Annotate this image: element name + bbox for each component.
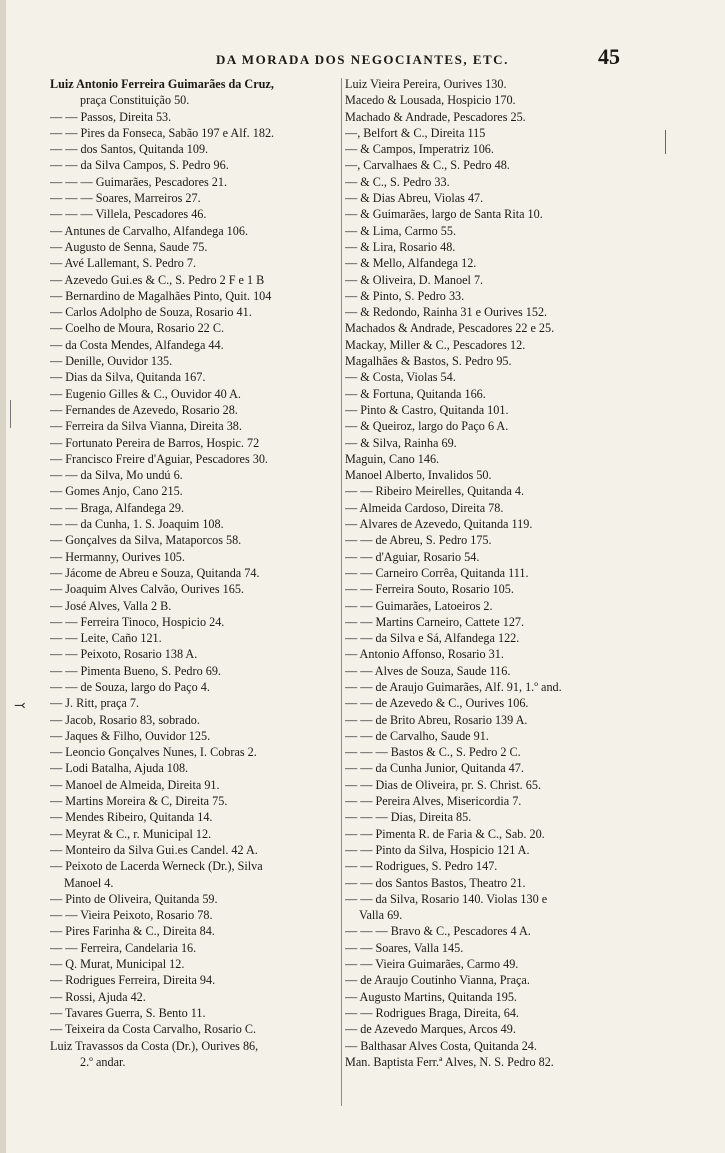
directory-entry: Mackay, Miller & C., Pescadores 12. <box>345 337 526 352</box>
directory-entry: — de Azevedo Marques, Arcos 49. <box>345 1022 516 1037</box>
directory-entry: — — de Abreu, S. Pedro 175. <box>345 533 492 548</box>
directory-entry: — — de Araujo Guimarães, Alf. 91, 1.º and. <box>345 679 562 694</box>
directory-entry: — — Pimenta Bueno, S. Pedro 69. <box>50 663 221 678</box>
directory-entry: — — — Bastos & C., S. Pedro 2 C. <box>345 745 521 760</box>
directory-entry: — — Vieira Guimarães, Carmo 49. <box>345 957 519 972</box>
directory-entry: — — d'Aguiar, Rosario 54. <box>345 549 480 564</box>
margin-arrow-mark: ⤙ <box>14 698 26 714</box>
directory-entry: — — dos Santos Bastos, Theatro 21. <box>345 875 526 890</box>
directory-entry: — Eugenio Gilles & C., Ouvidor 40 A. <box>50 386 241 401</box>
directory-entry: — Rodrigues Ferreira, Direita 94. <box>50 973 216 988</box>
right-column <box>345 76 635 1070</box>
directory-entry: — Tavares Guerra, S. Bento 11. <box>50 1005 206 1020</box>
directory-entry: — — — Villela, Pescadores 46. <box>50 207 207 222</box>
directory-entry: — Pinto de Oliveira, Quitanda 59. <box>50 891 218 906</box>
directory-entry: — Augusto de Senna, Saude 75. <box>50 239 208 254</box>
directory-entry: —, Carvalhaes & C., S. Pedro 48. <box>345 158 510 173</box>
directory-entry: — Fernandes de Azevedo, Rosario 28. <box>50 402 238 417</box>
directory-entry: — Coelho de Moura, Rosario 22 C. <box>50 321 224 336</box>
directory-entry: — — da Silva, Rosario 140. Violas 130 e <box>345 891 548 906</box>
directory-entry: Luiz Antonio Ferreira Guimarães da Cruz, <box>50 77 274 91</box>
directory-entry: — — Pinto da Silva, Hospicio 121 A. <box>345 842 530 857</box>
directory-entry: — — de Brito Abreu, Rosario 139 A. <box>345 712 528 727</box>
directory-entry: Macedo & Lousada, Hospicio 170. <box>345 93 516 108</box>
directory-entry: — — Soares, Valla 145. <box>345 940 464 955</box>
directory-entry: — Gonçalves da Silva, Mataporcos 58. <box>50 533 242 548</box>
directory-entry: Manoel 4. <box>64 875 114 890</box>
directory-entry: — — Passos, Direita 53. <box>50 109 172 124</box>
directory-entry: — — Ribeiro Meirelles, Quitanda 4. <box>345 484 525 499</box>
directory-entry: — Almeida Cardoso, Direita 78. <box>345 500 504 515</box>
running-title: DA MORADA DOS NEGOCIANTES, ETC. <box>216 52 509 67</box>
directory-entry: — — da Silva e Sá, Alfandega 122. <box>345 631 520 646</box>
directory-entry: — & Lima, Carmo 55. <box>345 223 457 238</box>
directory-entry: — — da Cunha Junior, Quitanda 47. <box>345 761 524 776</box>
directory-entry: — — Vieira Peixoto, Rosario 78. <box>50 908 213 923</box>
directory-entry: — — Martins Carneiro, Cattete 127. <box>345 614 525 629</box>
page-number: 45 <box>598 44 620 69</box>
directory-entry: — — Alves de Souza, Saude 116. <box>345 663 511 678</box>
directory-entry: Luiz Travassos da Costa (Dr.), Ourives 86, <box>50 1038 259 1053</box>
directory-entry: Magalhães & Bastos, S. Pedro 95. <box>345 354 512 369</box>
directory-entry: — — — Bravo & C., Pescadores 4 A. <box>345 924 531 939</box>
directory-entry: — — de Azevedo & C., Ourives 106. <box>345 696 529 711</box>
directory-entry: — Teixeira da Costa Carvalho, Rosario C. <box>50 1022 257 1037</box>
directory-entry: — Alvares de Azevedo, Quitanda 119. <box>345 517 533 532</box>
directory-entry: — — dos Santos, Quitanda 109. <box>50 142 209 157</box>
directory-entry: — — — Guimarães, Pescadores 21. <box>50 174 228 189</box>
directory-entry: — de Araujo Coutinho Vianna, Praça. <box>345 973 530 988</box>
page-header <box>0 44 725 74</box>
directory-entry: — & Queiroz, largo do Paço 6 A. <box>345 419 509 434</box>
directory-entry: — Antonio Affonso, Rosario 31. <box>345 647 504 662</box>
directory-entry: — — Ferreira Tinoco, Hospicio 24. <box>50 614 225 629</box>
directory-entry: — Ferreira da Silva Vianna, Direita 38. <box>50 419 242 434</box>
directory-entry: Machados & Andrade, Pescadores 22 e 25. <box>345 321 555 336</box>
directory-entry: — Leoncio Gonçalves Nunes, I. Cobras 2. <box>50 745 257 760</box>
directory-entry: — — Carneiro Corrêa, Quitanda 111. <box>345 565 529 580</box>
directory-entry: — & Lira, Rosario 48. <box>345 239 456 254</box>
directory-entry: — — Leite, Caño 121. <box>50 631 162 646</box>
directory-entry: — Lodi Batalha, Ajuda 108. <box>50 761 189 776</box>
directory-entry: — — Ferreira, Candelaria 16. <box>50 940 197 955</box>
directory-entry: — — Pereira Alves, Misericordia 7. <box>345 794 522 809</box>
directory-entry: — da Costa Mendes, Alfandega 44. <box>50 337 224 352</box>
directory-entry: — Gomes Anjo, Cano 215. <box>50 484 183 499</box>
directory-entry: — Fortunato Pereira de Barros, Hospic. 72 <box>50 435 260 450</box>
directory-entry: —, Belfort & C., Direita 115 <box>345 125 486 140</box>
directory-entry: — Antunes de Carvalho, Alfandega 106. <box>50 223 249 238</box>
directory-entry: — Bernardino de Magalhães Pinto, Quit. 104 <box>50 288 272 303</box>
directory-entry: Valla 69. <box>359 908 403 923</box>
directory-entry: — Martins Moreira & C, Direita 75. <box>50 794 228 809</box>
directory-entry: Maguin, Cano 146. <box>345 451 440 466</box>
directory-entry: — Denille, Ouvidor 135. <box>50 354 173 369</box>
directory-entry: — Balthasar Alves Costa, Quitanda 24. <box>345 1038 537 1053</box>
directory-entry: — — Ferreira Souto, Rosario 105. <box>345 582 514 597</box>
directory-entry: — Hermanny, Ourives 105. <box>50 549 185 564</box>
directory-entry: — Monteiro da Silva Gui.es Candel. 42 A. <box>50 842 258 857</box>
directory-entry: — Jacob, Rosario 83, sobrado. <box>50 712 200 727</box>
page-binding-edge <box>0 0 6 1153</box>
directory-entry: — — de Souza, largo do Paço 4. <box>50 679 210 694</box>
directory-entry: Man. Baptista Ferr.ª Alves, N. S. Pedro 82. <box>345 1054 554 1069</box>
directory-entry: — Meyrat & C., r. Municipal 12. <box>50 826 212 841</box>
directory-entry: — — da Cunha, 1. S. Joaquim 108. <box>50 517 224 532</box>
directory-entry: — J. Ritt, praça 7. <box>50 696 140 711</box>
directory-entry: — — Pires da Fonseca, Sabão 197 e Alf. 182. <box>50 125 275 140</box>
directory-entry: — & C., S. Pedro 33. <box>345 174 450 189</box>
directory-entry: — & Dias Abreu, Violas 47. <box>345 191 484 206</box>
directory-entry: — Peixoto de Lacerda Werneck (Dr.), Silva <box>50 859 263 874</box>
directory-entry: — & Costa, Violas 54. <box>345 370 456 385</box>
directory-entry: — & Pinto, S. Pedro 33. <box>345 288 465 303</box>
directory-entry: — & Campos, Imperatriz 106. <box>345 142 494 157</box>
directory-entry: Manoel Alberto, Invalidos 50. <box>345 468 492 483</box>
directory-entry: — — Pimenta R. de Faria & C., Sab. 20. <box>345 826 545 841</box>
directory-entry: — Carlos Adolpho de Souza, Rosario 41. <box>50 305 252 320</box>
directory-entry: — — Peixoto, Rosario 138 A. <box>50 647 198 662</box>
directory-entry: — — Rodrigues Braga, Direita, 64. <box>345 1005 519 1020</box>
directory-entry: — Pinto & Castro, Quitanda 101. <box>345 402 509 417</box>
directory-entry: — Avé Lallemant, S. Pedro 7. <box>50 256 196 271</box>
directory-entry: — — — Dias, Direita 85. <box>345 810 472 825</box>
directory-entry: — — Braga, Alfandega 29. <box>50 500 185 515</box>
directory-entry: — Jácome de Abreu e Souza, Quitanda 74. <box>50 565 260 580</box>
directory-entry: 2.º andar. <box>80 1054 126 1069</box>
directory-entry: — Jaques & Filho, Ouvidor 125. <box>50 728 211 743</box>
directory-entry: — Pires Farinha & C., Direita 84. <box>50 924 215 939</box>
directory-entry: — — Rodrigues, S. Pedro 147. <box>345 859 498 874</box>
directory-entry: — — Guimarães, Latoeiros 2. <box>345 598 493 613</box>
column-divider <box>341 78 342 1106</box>
directory-entry: — Dias da Silva, Quitanda 167. <box>50 370 206 385</box>
left-column <box>50 76 338 1070</box>
directory-entry: — Manoel de Almeida, Direita 91. <box>50 777 220 792</box>
directory-entry: — Mendes Ribeiro, Quitanda 14. <box>50 810 213 825</box>
directory-entry: — — — Soares, Marreiros 27. <box>50 191 201 206</box>
directory-entry: — Azevedo Gui.es & C., S. Pedro 2 F e 1 B <box>50 272 265 287</box>
directory-entry: — Q. Murat, Municipal 12. <box>50 957 185 972</box>
directory-entry: — — da Silva, Mo undú 6. <box>50 468 183 483</box>
directory-entry: — Joaquim Alves Calvão, Ourives 165. <box>50 582 244 597</box>
directory-entry: — Francisco Freire d'Aguiar, Pescadores 30. <box>50 451 268 466</box>
directory-entry: — José Alves, Valla 2 B. <box>50 598 172 613</box>
directory-entry: — Augusto Martins, Quitanda 195. <box>345 989 517 1004</box>
margin-pencil-mark <box>10 400 11 428</box>
directory-entry: Luiz Vieira Pereira, Ourives 130. <box>345 77 507 91</box>
directory-entry: — — de Carvalho, Saude 91. <box>345 728 489 743</box>
directory-entry: — Rossi, Ajuda 42. <box>50 989 146 1004</box>
directory-entry: praça Constituição 50. <box>80 93 190 108</box>
directory-entry: Machado & Andrade, Pescadores 25. <box>345 109 526 124</box>
directory-entry: — & Guimarães, largo de Santa Rita 10. <box>345 207 543 222</box>
directory-entry: — & Oliveira, D. Manoel 7. <box>345 272 484 287</box>
directory-entry: — & Mello, Alfandega 12. <box>345 256 477 271</box>
directory-entry: — — da Silva Campos, S. Pedro 96. <box>50 158 229 173</box>
directory-entry: — & Silva, Rainha 69. <box>345 435 457 450</box>
directory-entry: — & Fortuna, Quitanda 166. <box>345 386 486 401</box>
directory-entry: — & Redondo, Rainha 31 e Ourives 152. <box>345 305 548 320</box>
margin-pencil-mark <box>665 130 666 154</box>
directory-entry: — — Dias de Oliveira, pr. S. Christ. 65. <box>345 777 541 792</box>
